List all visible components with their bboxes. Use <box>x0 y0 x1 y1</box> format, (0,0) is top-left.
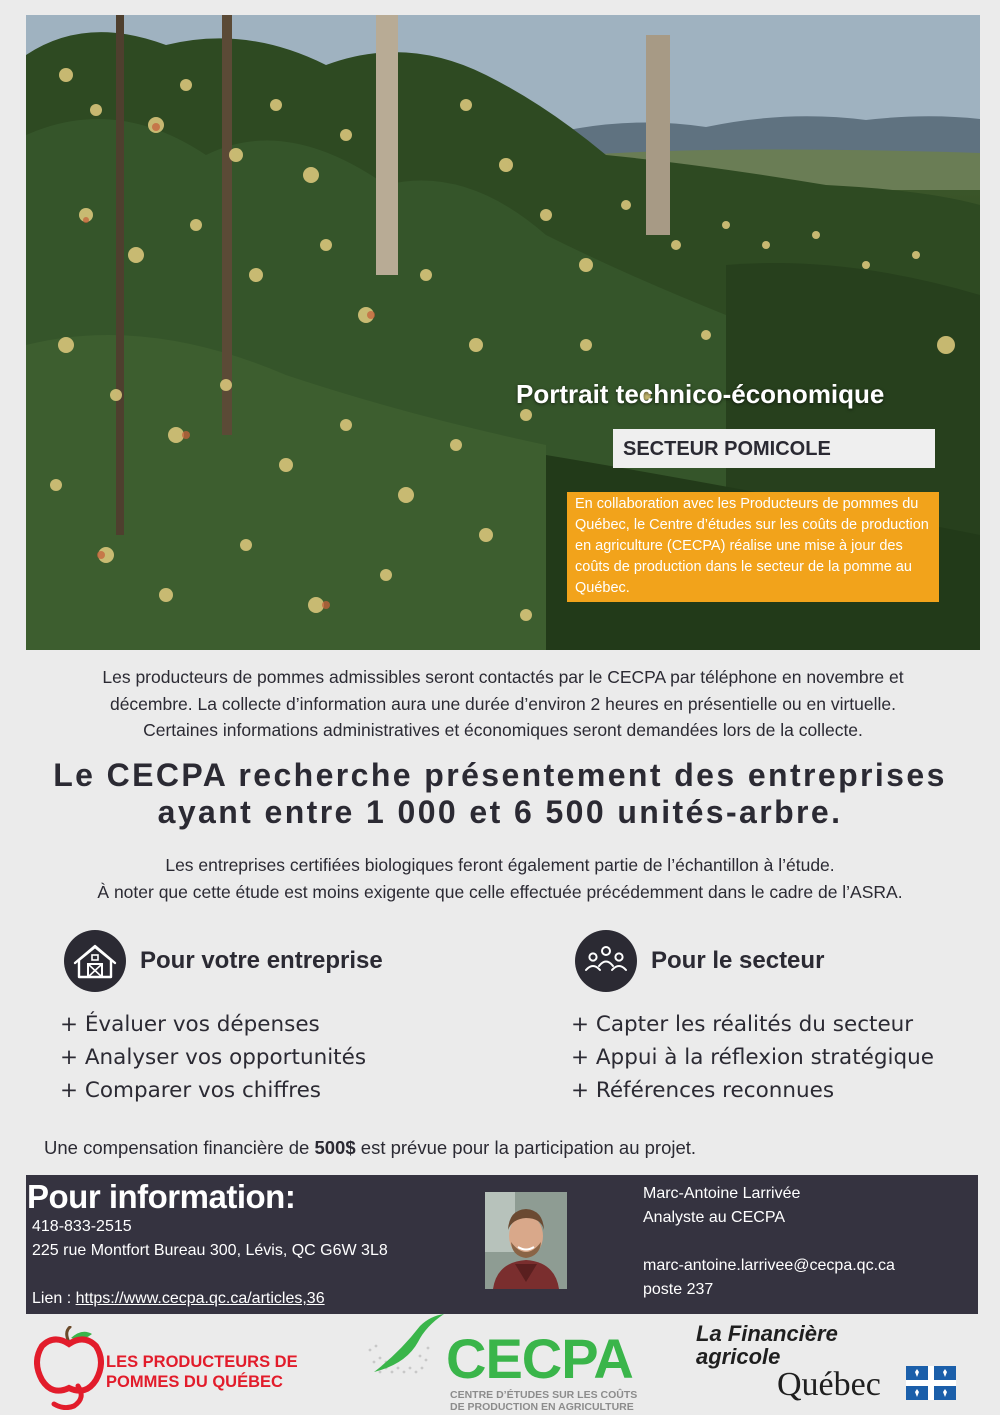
cecpa-sub-line: DE PRODUCTION EN AGRICULTURE <box>450 1401 634 1413</box>
compensation-after: est prévue pour la participation au projet. <box>355 1137 697 1158</box>
contact-email[interactable]: marc-antoine.larrivee@cecpa.qc.ca <box>643 1257 895 1274</box>
apple-logo-icon <box>34 1326 104 1410</box>
info-address: 225 rue Montfort Bureau 300, Lévis, QC G6W 3L8 <box>32 1242 388 1259</box>
list-item: + Capter les réalités du secteur <box>571 1012 914 1037</box>
sector-title: Pour le secteur <box>651 947 825 974</box>
avatar <box>485 1192 567 1289</box>
barn-icon <box>64 930 126 992</box>
intro-paragraph <box>26 664 980 744</box>
compensation-line <box>44 1137 696 1159</box>
cecpa-subtitle <box>450 1389 637 1413</box>
hero-title: Portrait technico-économique <box>516 379 885 409</box>
contact-name: Marc-Antoine Larrivée <box>643 1185 801 1202</box>
collaboration-box: En collaboration avec les Producteurs de pommes du Québec, le Centre d’études sur les coûts de production en agriculture (CECPA) réalise une mise à jour des coûts de production dans le secteur de la pomme au Québec. <box>567 492 939 602</box>
lfa-logo-text <box>696 1322 838 1368</box>
study-note <box>10 852 990 905</box>
info-phone: 418-833-2515 <box>32 1218 132 1235</box>
sector-list <box>571 1008 934 1107</box>
lfa-line: agricole <box>696 1344 781 1369</box>
lfa-line: La Financière <box>696 1321 838 1346</box>
contact-extension: poste 237 <box>643 1281 714 1298</box>
lpq-line: POMMES DU QUÉBEC <box>106 1373 283 1391</box>
business-title: Pour votre entreprise <box>140 947 383 974</box>
sector-label: SECTEUR POMICOLE <box>613 429 935 468</box>
list-item: + Appui à la réflexion stratégique <box>571 1045 935 1070</box>
cecpa-sub-line: CENTRE D’ÉTUDES SUR LES COÛTS <box>450 1389 638 1401</box>
contact-role: Analyste au CECPA <box>643 1209 785 1226</box>
list-item: + Comparer vos chiffres <box>60 1078 321 1103</box>
info-link-row <box>32 1290 325 1308</box>
group-icon <box>575 930 637 992</box>
compensation-amount: 500$ <box>314 1137 356 1158</box>
quebec-logo-text: Québec <box>777 1366 881 1403</box>
compensation-before: Une compensation financière de <box>44 1137 315 1158</box>
cecpa-logo-text: CECPA <box>446 1327 633 1390</box>
list-item: + Analyser vos opportunités <box>60 1045 367 1070</box>
cecpa-leaf-icon <box>360 1312 450 1384</box>
lpq-line: LES PRODUCTEURS DE <box>106 1353 298 1371</box>
note-line: Les entreprises certifiées biologiques feront également partie de l’échantillon à l’étude. <box>165 855 835 875</box>
quebec-flag-icon <box>906 1366 956 1400</box>
note-line: À noter que cette étude est moins exigente que celle effectuée précédemment dans le cadre de l’ASRA. <box>97 881 903 902</box>
intro-line: Les producteurs de pommes admissibles seront contactés par le CECPA par téléphone en novembre et <box>102 667 904 687</box>
info-link-label: Lien : <box>32 1290 76 1307</box>
info-panel <box>26 1175 978 1314</box>
info-link[interactable]: https://www.cecpa.qc.ca/articles,36 <box>75 1290 325 1307</box>
list-item: + Évaluer vos dépenses <box>60 1012 320 1037</box>
list-item: + Références reconnues <box>571 1078 835 1103</box>
intro-line: décembre. La collecte d’information aura une durée d’environ 2 heures en présentielle ou en virtuelle. <box>109 693 897 714</box>
intro-line: Certaines informations administratives et économiques seront demandées lors de la collecte. <box>143 720 863 740</box>
hero-photo <box>26 15 980 650</box>
headline <box>10 757 990 831</box>
headline-line: Le CECPA recherche présentement des entreprises <box>53 757 947 793</box>
business-list <box>60 1008 366 1107</box>
lpq-logo-text <box>106 1352 298 1392</box>
headline-line: ayant entre 1 000 et 6 500 unités-arbre. <box>157 794 843 830</box>
info-title: Pour information: <box>27 1178 296 1215</box>
